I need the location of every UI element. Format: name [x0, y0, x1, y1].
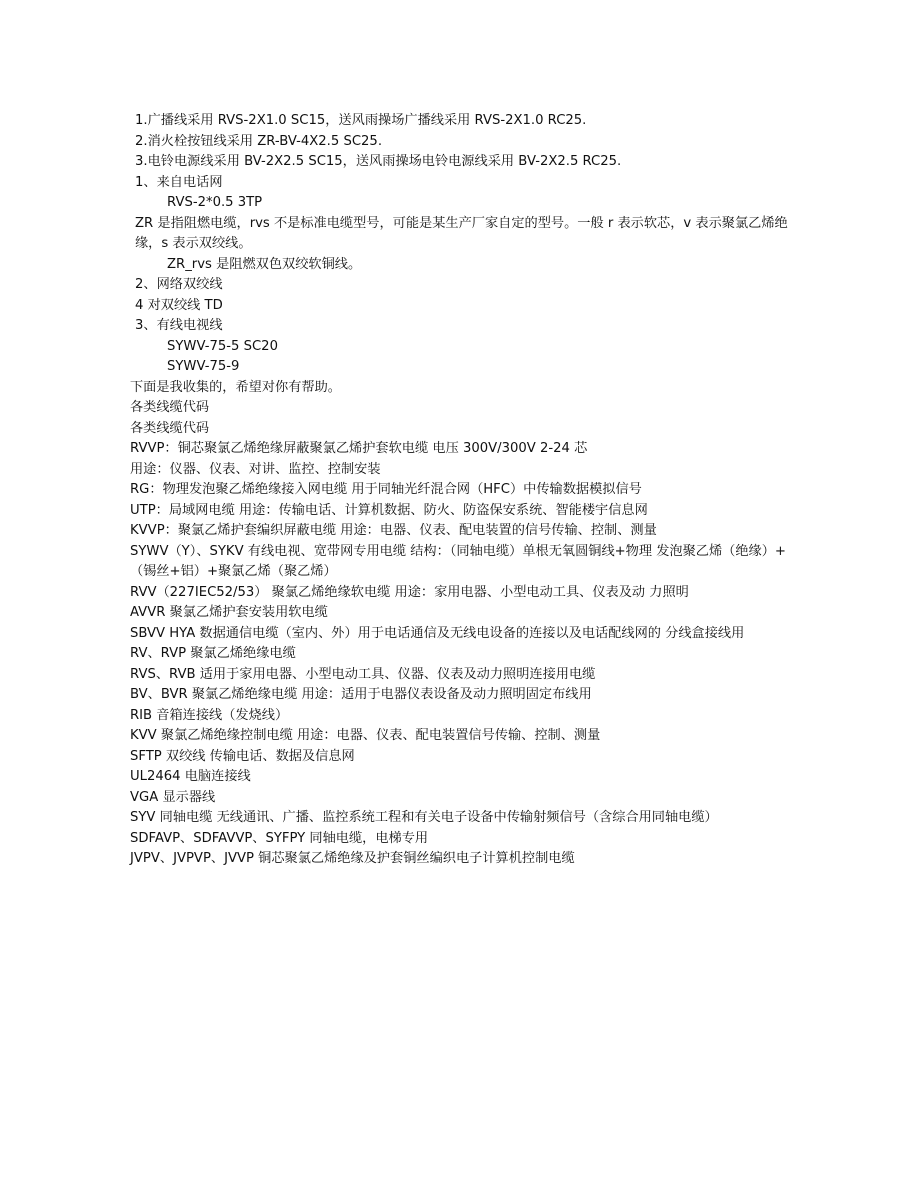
text-line: 3.电铃电源线采用 BV-2X2.5 SC15，送风雨操场电铃电源线采用 BV-2X2.5 RC25. [135, 154, 622, 169]
text-line: SYWV-75-5 SC20 [167, 338, 278, 354]
text-line: AVVR 聚氯乙烯护套安装用软电缆 [130, 605, 328, 620]
text-line: SYWV（Y）、SYKV 有线电视、宽带网专用电缆 结构：（同轴电缆）单根无氧圆铜线+物理 发泡聚乙烯（绝缘）+（锡丝+铝）+聚氯乙烯（聚乙烯） [130, 543, 786, 579]
text-line: 各类线缆代码 [130, 420, 210, 436]
text-line: RVS、RVB 适用于家用电器、小型电动工具、仪器、仪表及动力照明连接用电缆 [130, 666, 596, 682]
text-line: RG：物理发泡聚乙烯绝缘接入网电缆 用于同轴光纤混合网（HFC）中传输数据模拟信号 [130, 482, 642, 497]
text-line: RVV（227IEC52/53） 聚氯乙烯绝缘软电缆 用途：家用电器、小型电动工具、仪表及动 力照明 [130, 584, 689, 600]
text-line: SBVV HYA 数据通信电缆（室内、外）用于电话通信及无线电设备的连接以及电话配线网的 分线盒接线用 [130, 625, 745, 641]
text-line: SYV 同轴电缆 无线通讯、广播、监控系统工程和有关电子设备中传输射频信号（含综合用同轴电缆） [130, 810, 718, 825]
text-line: 用途：仪器、仪表、对讲、监控、控制安装 [130, 461, 381, 477]
text-line: 3、有线电视线 [135, 318, 223, 333]
text-line: 1.广播线采用 RVS-2X1.0 SC15，送风雨操场广播线采用 RVS-2X1.0 RC25. [135, 113, 587, 128]
text-line: 下面是我收集的，希望对你有帮助。 [130, 379, 341, 395]
text-line: 4 对双绞线 TD [135, 297, 223, 313]
text-line: ZR_rvs 是阻燃双色双绞软铜线。 [167, 256, 362, 272]
text-line: 1、来自电话网 [135, 174, 223, 190]
text-line: RVVP：铜芯聚氯乙烯绝缘屏蔽聚氯乙烯护套软电缆 电压 300V/300V 2-24 芯 [130, 441, 588, 456]
text-line: RVS-2*0.5 3TP [167, 195, 263, 210]
text-line: SFTP 双绞线 传输电话、数据及信息网 [130, 748, 355, 764]
text-line: KVV 聚氯乙烯绝缘控制电缆 用途：电器、仪表、配电装置信号传输、控制、测量 [130, 728, 601, 743]
document-body [130, 111, 795, 870]
text-line: SDFAVP、SDFAVVP、SYFPY 同轴电缆，电梯专用 [130, 830, 429, 846]
text-line: RV、RVP 聚氯乙烯绝缘电缆 [130, 646, 296, 661]
text-line: UTP：局域网电缆 用途：传输电话、计算机数据、防火、防盗保安系统、智能楼宇信息网 [130, 502, 648, 518]
text-line: 各类线缆代码 [130, 400, 210, 415]
text-line: UL2464 电脑连接线 [130, 769, 251, 784]
text-line: JVPV、JVPVP、JVVP 铜芯聚氯乙烯绝缘及护套铜丝编织电子计算机控制电缆 [130, 851, 575, 866]
text-line: RIB 音箱连接线（发烧线） [130, 707, 289, 723]
text-line: ZR 是指阻燃电缆，rvs 不是标准电缆型号，可能是某生产厂家自定的型号。一般 r 表示软芯，v 表示聚氯乙烯绝缘，s 表示双绞线。 [135, 215, 788, 251]
text-line: KVVP：聚氯乙烯护套编织屏蔽电缆 用途：电器、仪表、配电装置的信号传输、控制、测量 [130, 523, 657, 538]
text-line: 2.消火栓按钮线采用 ZR-BV-4X2.5 SC25. [135, 133, 383, 149]
text-line: VGA 显示器线 [130, 789, 216, 805]
text-line: BV、BVR 聚氯乙烯绝缘电缆 用途：适用于电器仪表设备及动力照明固定布线用 [130, 687, 592, 702]
text-line: 2、网络双绞线 [135, 277, 223, 292]
text-line: SYWV-75-9 [167, 359, 240, 374]
